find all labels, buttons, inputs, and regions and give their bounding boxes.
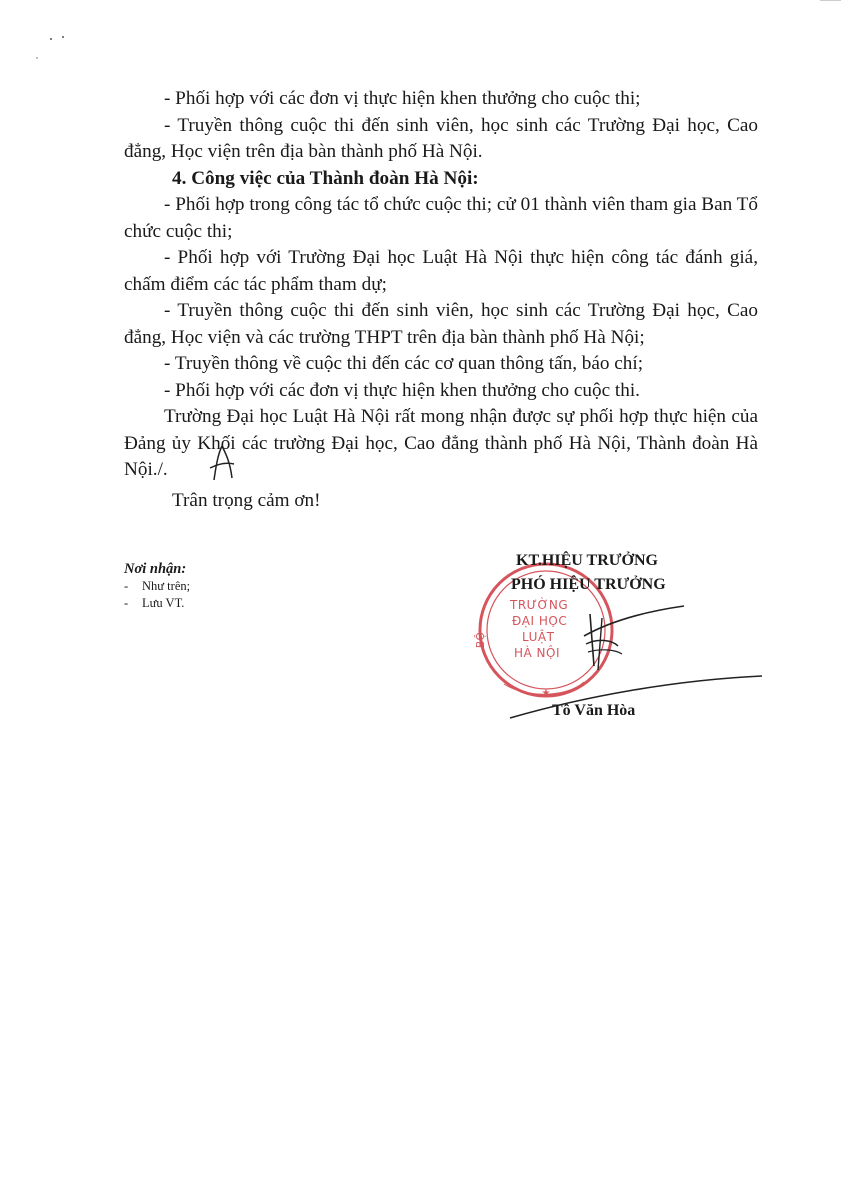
closing-line: Trân trọng cảm ơn! [172,489,321,511]
paragraph: - Truyền thông cuộc thi đến sinh viên, học sinh các Trường Đại học, Cao đẳng, Học viện trên địa bàn thành phố Hà Nội. [124,114,758,162]
svg-text:★: ★ [541,688,551,699]
stamp-side-text: BỘ [474,632,487,649]
recipient-text: Lưu VT. [142,596,185,610]
paragraph: - Phối hợp trong công tác tổ chức cuộc thi; cử 01 thành viên tham gia Ban Tổ chức cuộc thi; [124,194,758,242]
paragraph: - Phối hợp với Trường Đại học Luật Hà Nội thực hiện công tác đánh giá, chấm điểm các tác phẩm tham dự; [124,247,758,295]
paragraph: - Truyền thông về cuộc thi đến các cơ quan thông tấn, báo chí; [164,353,644,374]
stamp-text: ĐẠI HỌC [512,614,568,628]
recipient-text: Như trên; [142,579,191,593]
paragraph: - Truyền thông cuộc thi đến sinh viên, học sinh các Trường Đại học, Cao đẳng, Học viện và các trường THPT trên địa bàn thành phố Hà Nội; [124,300,758,348]
stamp-text: HÀ NỘI [514,646,561,660]
bullet-dash: - [124,596,129,610]
signature-subtitle: PHÓ HIỆU TRƯỞNG [511,576,666,593]
section-heading: 4. Công việc của Thành đoàn Hà Nội: [172,167,479,189]
stamp-text: TRƯỜNG [510,598,569,612]
signature-block [466,548,766,748]
signature-title: KT.HIỆU TRƯỞNG [516,552,658,569]
paragraph: Trường Đại học Luật Hà Nội rất mong nhận được sự phối hợp thực hiện của Đảng ủy Khối các trường Đại học, Cao đẳng thành phố Hà Nội, Thành đoàn Hà Nội./. [124,406,758,480]
recipients-block [124,560,190,612]
paragraph: - Phối hợp với các đơn vị thực hiện khen thưởng cho cuộc thi; [164,88,641,109]
stamp-text: LUẬT [522,630,555,644]
recipient-item [124,578,190,595]
recipients-title: Nơi nhận: [124,561,187,577]
bullet-dash: - [124,579,129,593]
paragraph: - Phối hợp với các đơn vị thực hiện khen thưởng cho cuộc thi. [164,379,640,401]
recipient-item [124,595,190,612]
signer-name: Tô Văn Hòa [552,702,636,719]
initial-mark [204,440,244,482]
